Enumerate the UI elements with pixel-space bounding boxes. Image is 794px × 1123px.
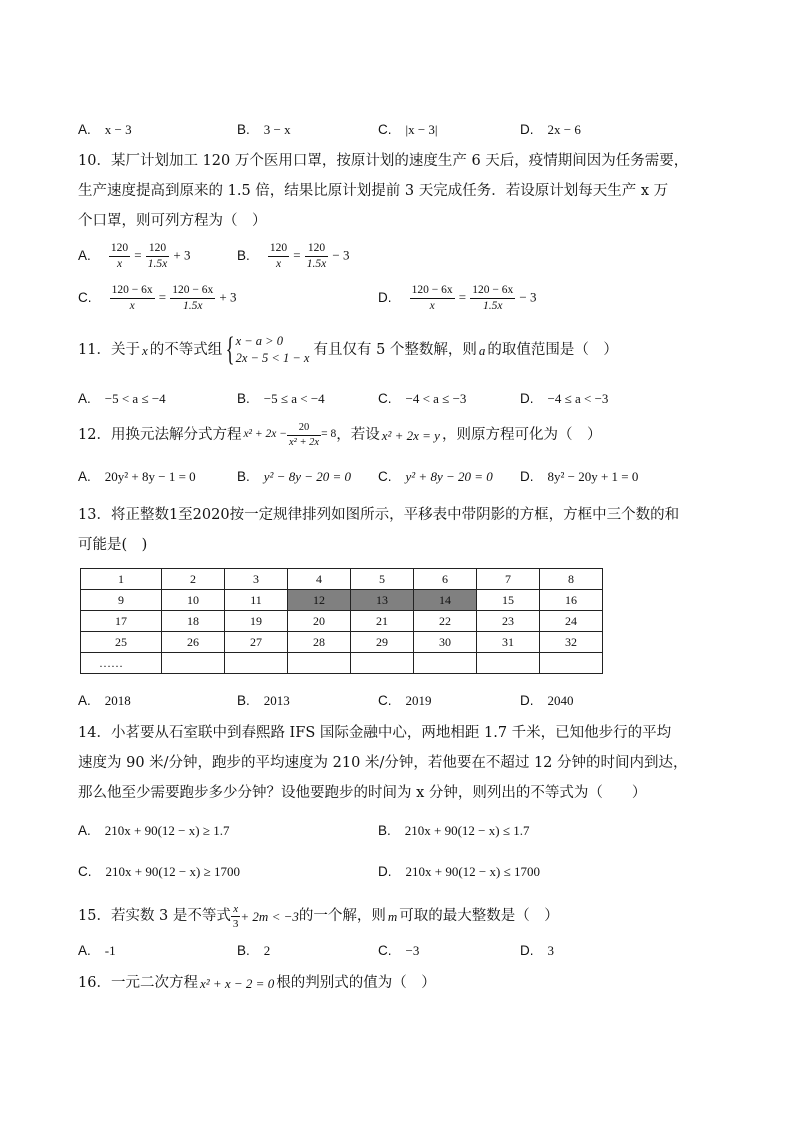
q9-option-c xyxy=(378,123,438,137)
table-row xyxy=(81,569,603,590)
shaded-cell: 14 xyxy=(414,590,477,611)
q11-option-d: D. −4 ≤ a < −3 xyxy=(520,391,609,406)
q9-option-b xyxy=(237,123,291,137)
q13-stem-line-2: 可能是( ) xyxy=(78,537,148,553)
q14-stem-line-3: 那么他至少需要跑步多少分钟？设他要跑步的时间为 x 分钟，则列出的不等式为（ ） xyxy=(78,785,647,801)
fraction: $\frac{120}{1.5x}$ xyxy=(306,242,327,270)
table-cell: …… xyxy=(81,653,162,674)
table-cell: 6 xyxy=(414,569,477,590)
table-cell: 29 xyxy=(351,632,414,653)
left-brace: { xyxy=(225,331,235,368)
q15-option-d: D. 3 xyxy=(520,943,554,958)
table-cell: 17 xyxy=(81,611,162,632)
table-cell: 8 xyxy=(540,569,603,590)
q14-option-b: B. 210x + 90(12 − x) ≤ 1.7 xyxy=(378,823,530,838)
table-cell: 2 xyxy=(162,569,225,590)
q10-stem-line-1: 10．某厂计划加工 120 万个医用口罩，按原计划的速度生产 6 天后，疫情期间因为任务需要， xyxy=(78,153,689,169)
table-cell: 10 xyxy=(162,590,225,611)
option-label: B. xyxy=(237,122,250,137)
table-cell: 20 xyxy=(288,611,351,632)
table-cell xyxy=(225,653,288,674)
table-row xyxy=(81,590,603,611)
number-table xyxy=(80,568,603,674)
fraction: $\frac{120 - 6x}{1.5x}$ xyxy=(172,284,214,312)
shaded-cell: 13 xyxy=(351,590,414,611)
table-cell: 23 xyxy=(477,611,540,632)
q13-stem-line-1: 13．将正整数1至2020按一定规律排列如图所示，平移表中带阴影的方框，方框中三个数的和 xyxy=(78,507,680,523)
table-cell: 28 xyxy=(288,632,351,653)
option-label: D. xyxy=(378,289,392,305)
q15-option-a: A. -1 xyxy=(78,943,116,958)
table-cell: 7 xyxy=(477,569,540,590)
table-cell: 16 xyxy=(540,590,603,611)
table-cell xyxy=(414,653,477,674)
table-cell: 1 xyxy=(81,569,162,590)
table-cell xyxy=(540,653,603,674)
table-cell: 18 xyxy=(162,611,225,632)
q10-option-a: A. $\frac{120}{x}$ = $\frac{120}{1.5x}$ + 3 xyxy=(78,242,191,270)
table-cell: 5 xyxy=(351,569,414,590)
table-cell: 31 xyxy=(477,632,540,653)
q10-option-b: B. $\frac{120}{x}$ = $\frac{120}{1.5x}$ − 3 xyxy=(237,242,350,270)
q10-stem-line-2: 生产速度提高到原来的 1.5 倍，结果比原计划提前 3 天完成任务．若设原计划每天生产 x 万 xyxy=(78,183,669,199)
table-cell: 15 xyxy=(477,590,540,611)
table-row xyxy=(81,632,603,653)
q9-option-a xyxy=(78,123,132,137)
fraction: $\frac{x}{3}$ xyxy=(232,903,239,931)
shaded-cell: 12 xyxy=(288,590,351,611)
q12-option-d: D. 8y² − 20y + 1 = 0 xyxy=(520,469,639,484)
option-value: 2x − 6 xyxy=(547,122,581,137)
table-cell: 27 xyxy=(225,632,288,653)
table-cell xyxy=(351,653,414,674)
table-row xyxy=(81,653,603,674)
q11-option-a: A. −5 < a ≤ −4 xyxy=(78,391,166,406)
q13-option-a: A. 2018 xyxy=(78,693,131,708)
q11-option-b: B. −5 ≤ a < −4 xyxy=(237,391,325,406)
table-cell: 22 xyxy=(414,611,477,632)
fraction: $\frac{120 - 6x}{x}$ xyxy=(411,284,453,312)
q12-stem: 12．用换元法解分式方程 x² + 2x − $\frac{20}{\text{x² + 2x}}$ = 8 ，若设 x² + 2x = y ，则原方程可化为（ ） xyxy=(78,422,602,448)
table-cell: 24 xyxy=(540,611,603,632)
q13-option-c: C. 2019 xyxy=(378,693,432,708)
q12-option-b: B. y² − 8y − 20 = 0 xyxy=(237,469,352,484)
q13-option-b: B. 2013 xyxy=(237,693,290,708)
fraction: $\frac{20}{\text{x² + 2x}}$ xyxy=(289,422,320,448)
q15-stem: 15．若实数 3 是不等式 $\frac{x}{3}$ + 2m < −3 的一个解，则 m 可取的最大整数是（ ） xyxy=(78,903,559,931)
fraction: $\frac{120 - 6x}{1.5x}$ xyxy=(472,284,514,312)
q12-option-a: A. 20y² + 8y − 1 = 0 xyxy=(78,469,196,484)
q13-option-d: D. 2040 xyxy=(520,693,574,708)
table-cell: 4 xyxy=(288,569,351,590)
q14-option-a: A. 210x + 90(12 − x) ≥ 1.7 xyxy=(78,823,230,838)
q11-option-c: C. −4 < a ≤ −3 xyxy=(378,391,467,406)
table-cell: 25 xyxy=(81,632,162,653)
q16-stem: 16．一元二次方程 x² + x − 2 = 0 根的判别式的值为（ ） xyxy=(78,975,436,991)
fraction: $\frac{120}{x}$ xyxy=(110,242,129,270)
q12-option-c: C. y² + 8y − 20 = 0 xyxy=(378,469,493,484)
table-cell: 19 xyxy=(225,611,288,632)
q14-option-c: C. 210x + 90(12 − x) ≥ 1700 xyxy=(78,864,240,879)
q14-stem-line-2: 速度为 90 米/分钟，跑步的平均速度为 210 米/分钟，若他要在不超过 12 分钟的时间内到达， xyxy=(78,755,688,771)
q10-option-c: C. $\frac{120 - 6x}{x}$ = $\frac{120 - 6x}{1.5x}$ + 3 xyxy=(78,284,237,312)
option-label: A. xyxy=(78,247,91,263)
inequality-system: { x − a > 0 2x − 5 < 1 − x xyxy=(225,331,310,368)
table-cell: 9 xyxy=(81,590,162,611)
table-cell: 30 xyxy=(414,632,477,653)
q10-stem-line-3: 个口罩，则可列方程为（ ） xyxy=(78,213,267,229)
option-label: B. xyxy=(237,247,250,263)
table-cell: 3 xyxy=(225,569,288,590)
fraction: $\frac{120 - 6x}{x}$ xyxy=(111,284,153,312)
fraction: $\frac{120}{x}$ xyxy=(269,242,288,270)
option-label: C. xyxy=(378,122,392,137)
option-label: A. xyxy=(78,122,91,137)
table-cell xyxy=(288,653,351,674)
q11-stem: 11．关于 x 的不等式组 { x − a > 0 2x − 5 < 1 − x 有且仅有 5 个整数解，则 a 的取值范围是（ ） xyxy=(78,331,618,368)
table-cell: 11 xyxy=(225,590,288,611)
table-cell: 26 xyxy=(162,632,225,653)
fraction: $\frac{120}{1.5x}$ xyxy=(147,242,168,270)
q10-option-d: D. $\frac{120 - 6x}{x}$ = $\frac{120 - 6x}{1.5x}$ − 3 xyxy=(378,284,537,312)
table-cell: 32 xyxy=(540,632,603,653)
table-row xyxy=(81,611,603,632)
q15-option-c: C. −3 xyxy=(378,943,420,958)
table-cell xyxy=(162,653,225,674)
q15-option-b: B. 2 xyxy=(237,943,271,958)
table-cell xyxy=(477,653,540,674)
q14-stem-line-1: 14．小茗要从石室联中到春熙路 IFS 国际金融中心，两地相距 1.7 千米，已知他步行的平均 xyxy=(78,725,672,741)
q9-option-d xyxy=(520,123,581,137)
option-value: 3 − x xyxy=(263,122,291,137)
q14-option-d: D. 210x + 90(12 − x) ≤ 1700 xyxy=(378,864,540,879)
option-value: |x − 3| xyxy=(405,122,438,137)
table-cell: 21 xyxy=(351,611,414,632)
option-label: D. xyxy=(520,122,534,137)
option-value: x − 3 xyxy=(104,122,132,137)
option-label: C. xyxy=(78,289,92,305)
